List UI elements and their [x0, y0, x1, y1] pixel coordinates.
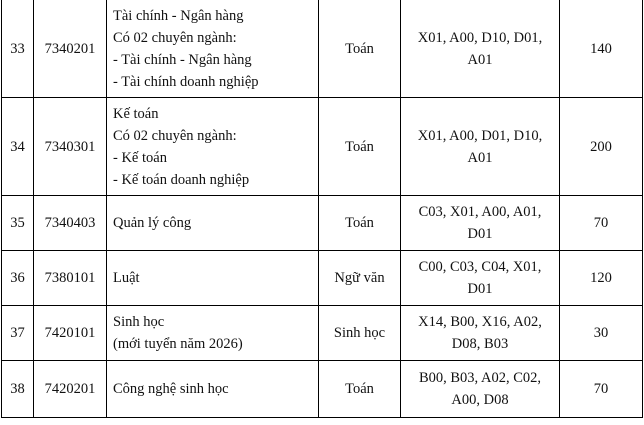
major-name [107, 306, 319, 361]
row-number: 33 [2, 0, 34, 98]
quota: 30 [560, 306, 643, 361]
subject-combinations [401, 306, 560, 361]
major-name-line: Tài chính - Ngân hàng [113, 7, 244, 24]
major-name-line: Công nghệ sinh học [113, 381, 229, 397]
row-number: 34 [2, 98, 34, 196]
combination-line: C00, C03, C04, X01, [418, 259, 542, 275]
major-name [107, 98, 319, 196]
major-code: 7340403 [34, 196, 107, 251]
major-code: 7380101 [34, 251, 107, 306]
major-name [107, 196, 319, 251]
combination-line: D08, B03 [451, 336, 509, 352]
major-name-line: Sinh học [113, 314, 165, 330]
major-name-line: Có 02 chuyên ngành: [113, 29, 237, 46]
main-subject: Toán [319, 361, 401, 418]
combination-line: X01, A00, D10, D01, [417, 29, 543, 46]
combination-line: D01 [467, 226, 493, 242]
major-name-line: (mới tuyển năm 2026) [113, 336, 243, 352]
subject-combinations [401, 98, 560, 196]
combination-line: A01 [467, 149, 493, 166]
main-subject: Toán [319, 196, 401, 251]
major-code: 7340201 [34, 0, 107, 98]
major-name-line: - Kế toán doanh nghiệp [113, 171, 250, 188]
main-subject: Sinh học [319, 306, 401, 361]
row-number: 36 [2, 251, 34, 306]
combination-line: A00, D08 [451, 392, 509, 408]
table-row [2, 0, 643, 98]
quota: 200 [560, 98, 643, 196]
quota: 70 [560, 361, 643, 418]
main-subject: Ngữ văn [319, 251, 401, 306]
major-code: 7420201 [34, 361, 107, 418]
combination-line: A01 [467, 51, 493, 68]
subject-combinations [401, 196, 560, 251]
major-name-line: Có 02 chuyên ngành: [113, 127, 237, 144]
main-subject: Toán [319, 98, 401, 196]
row-number: 37 [2, 306, 34, 361]
major-name-line: Kế toán [113, 105, 159, 122]
major-name-line: Luật [113, 270, 140, 286]
major-code: 7420101 [34, 306, 107, 361]
admissions-table [1, 0, 643, 418]
table-row [2, 196, 643, 251]
major-name-line: Quản lý công [113, 215, 192, 231]
combination-line: D01 [467, 281, 493, 297]
row-number: 35 [2, 196, 34, 251]
table-row [2, 361, 643, 418]
table-row [2, 306, 643, 361]
major-name-line: - Kế toán [113, 149, 167, 166]
major-name [107, 0, 319, 98]
subject-combinations [401, 251, 560, 306]
combination-line: B00, B03, A02, C02, [418, 370, 542, 386]
row-number: 38 [2, 361, 34, 418]
table-row [2, 98, 643, 196]
major-name [107, 361, 319, 418]
subject-combinations [401, 361, 560, 418]
quota: 70 [560, 196, 643, 251]
quota: 140 [560, 0, 643, 98]
major-code: 7340301 [34, 98, 107, 196]
subject-combinations [401, 0, 560, 98]
combination-line: X14, B00, X16, A02, [418, 314, 542, 330]
main-subject: Toán [319, 0, 401, 98]
table-row [2, 251, 643, 306]
major-name-line: - Tài chính - Ngân hàng [113, 51, 252, 68]
combination-line: C03, X01, A00, A01, [418, 204, 542, 220]
combination-line: X01, A00, D01, D10, [417, 127, 543, 144]
major-name [107, 251, 319, 306]
major-name-line: - Tài chính doanh nghiệp [113, 73, 259, 90]
quota: 120 [560, 251, 643, 306]
